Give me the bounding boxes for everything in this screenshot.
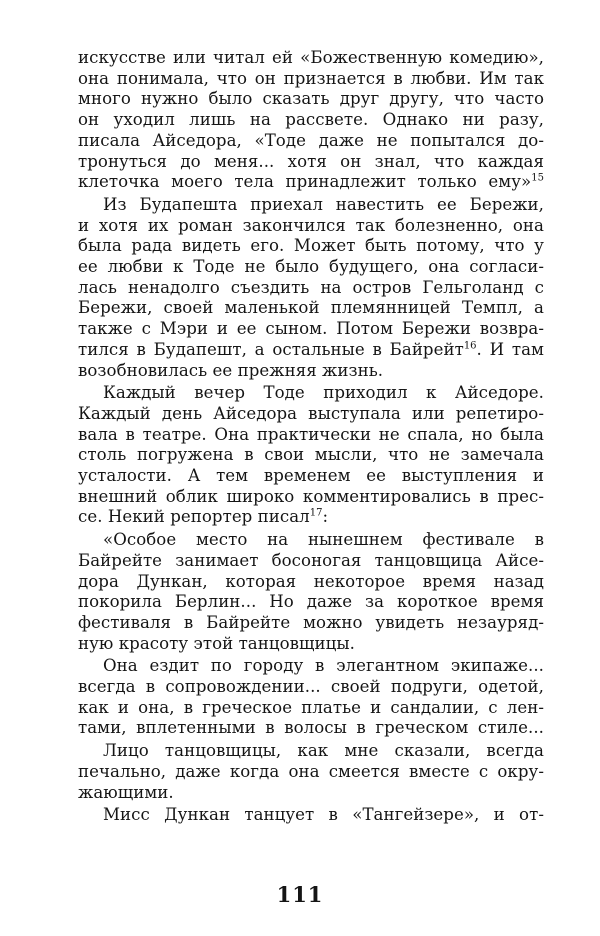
text-line: покорила Берлин... Но даже за короткое время [78, 592, 544, 612]
text-segment: : [322, 507, 329, 527]
text-line: Она ездит по городу в элегантном экипаже... [103, 656, 544, 676]
text-line: и хотя их роман закончился так болезненно, она [78, 215, 544, 235]
text-line [78, 171, 544, 192]
text-line: тронуться до меня... хотя он знал, что каждая [78, 151, 544, 171]
text-segment: тился в Будапешт, а остальные в Байрейт [78, 339, 464, 359]
text-line: внешний облик широко комментировались в прес- [78, 486, 544, 506]
text-line: она понимала, что он признается в любви. Им так [78, 68, 544, 88]
text-line: ее любви к Тоде не было будущего, она согласи- [78, 257, 544, 276]
text-line [78, 339, 544, 360]
text-line: возобновилась ее прежняя жизнь. [78, 360, 384, 380]
text-line: усталости. А тем временем ее выступления и [78, 466, 544, 485]
text-line: много нужно было сказать друг другу, что часто [78, 89, 544, 109]
footnote-ref: 15 [531, 172, 544, 184]
text-line: печально, даже когда она смеется вместе с окру- [78, 761, 544, 781]
text-line: была рада видеть его. Может быть потому, что у [78, 236, 544, 256]
text-line: жающими. [78, 782, 174, 802]
text-line: дора Дункан, которая некоторое время назад [78, 571, 544, 591]
text-line: Бережи, своей маленькой племянницей Темпл, а [78, 298, 544, 318]
text-line [78, 506, 544, 527]
text-line: Байрейте занимает босоногая танцовщица Айсе- [78, 550, 544, 570]
text-line: Лицо танцовщицы, как мне сказали, всегда [103, 741, 544, 761]
text-line: искусстве или читал ей «Божественную комедию», [78, 48, 544, 67]
page-number: 111 [276, 882, 324, 907]
text-line: ную красоту этой танцовщицы. [78, 633, 355, 653]
text-line: тами, вплетенными в волосы в греческом стиле... [78, 718, 544, 738]
text-segment: клеточка моего тела принадлежит только ему» [78, 172, 532, 192]
text-line: столь погружена в свои мысли, что не замечала [78, 445, 544, 465]
text-line: как и она, в греческое платье и сандалии, с лен- [78, 697, 544, 717]
text-line: лась ненадолго съездить на остров Гельголанд с [78, 277, 544, 297]
text-line: всегда в сопровождении... своей подруги, одетой, [78, 677, 544, 696]
text-line: Каждый вечер Тоде приходил к Айседоре. [103, 383, 544, 403]
footnote-ref: 17 [309, 507, 323, 519]
text-segment: . И там [476, 339, 544, 359]
text-segment: се. Некий репортер писал [78, 507, 310, 527]
footnote-ref: 16 [463, 340, 477, 352]
text-line: вала в театре. Она практически не спала, но была [78, 424, 544, 444]
text-line: Из Будапешта приехал навестить ее Бережи, [103, 194, 544, 214]
text-line: Мисс Дункан танцует в «Тангейзере», и от- [103, 805, 544, 825]
text-line: «Особое место на нынешнем фестивале в [103, 530, 544, 550]
text-line: Каждый день Айседора выступала или репетиро- [78, 403, 544, 423]
text-line: фестиваля в Байрейте можно увидеть незауряд- [78, 612, 544, 632]
text-line: также с Мэри и ее сыном. Потом Бережи возвра- [78, 319, 544, 339]
text-line: он уходил лишь на рассвете. Однако ни разу, [78, 110, 544, 130]
text-line: писала Айседора, «Тоде даже не попытался до- [78, 130, 544, 150]
